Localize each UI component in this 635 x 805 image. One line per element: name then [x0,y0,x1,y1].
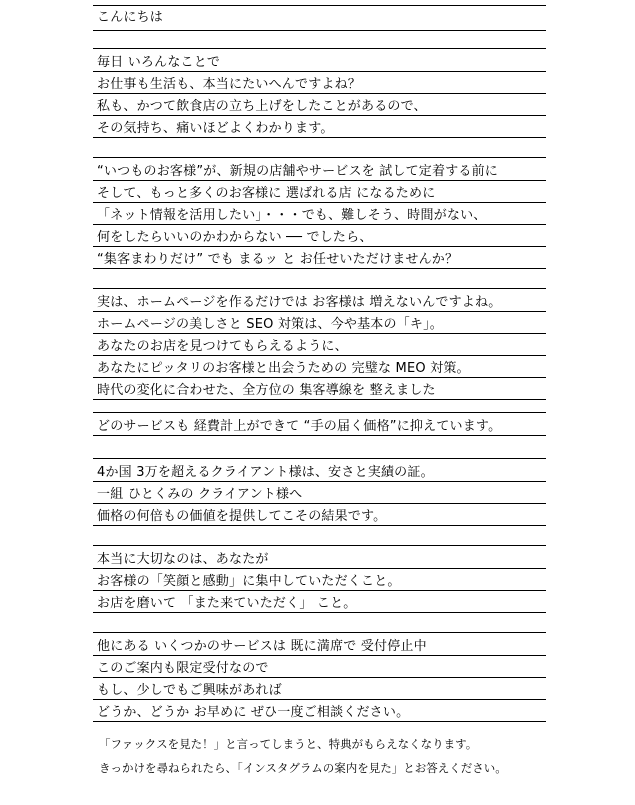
paragraph-2-line-1: “いつものお客様”が、新規の店舗やサービスを 試して定着する前に [97,164,499,179]
paragraph-1-line-1: 毎日 いろんなことで [97,55,221,70]
paragraph-2-line-2: そして、もっと多くのお客様に 選ばれる店 になるために [97,186,436,201]
paragraph-1-line-2: お仕事も生活も、本当にたいへんですよね？ [97,77,362,92]
paragraph-7-line-4: どうか、どうか お早めに ぜひ一度ご相談ください。 [97,705,410,720]
ruled-line [93,545,546,546]
paragraph-2-line-4: 何をしたらいいのかわからない ── でしたら、 [97,230,373,245]
paragraph-3-line-5: 時代の変化に合わせた、全方位の 集客導線を 整えました [97,383,436,398]
paragraph-2-line-5: “集客まわりだけ” でも まるッ と お任せいただけませんか？ [97,252,459,267]
footer-note-1: 「ファックスを見た！」と言ってしまうと、特典がもらえなくなります。 [99,737,478,751]
paragraph-3-line-3: あなたのお店を見つけてもらえるように、 [97,339,348,354]
greeting: こんにちは [97,10,164,25]
ruled-line [93,157,546,158]
paragraph-7-line-1: 他にある いくつかのサービスは 既に満席で 受付停止中 [97,639,427,654]
ruled-line [93,412,546,413]
paragraph-5-line-2: 一組 ひとくみの クライアント様へ [97,487,303,502]
paragraph-3-line-2: ホームページの美しさと SEO 対策は、今や基本の「キ」。 [97,317,444,332]
paragraph-6-line-3: お店を磨いて 「また来ていただく」 こと。 [97,596,357,611]
paragraph-5-line-3: 価格の何倍もの価値を提供してこその結果です。 [97,509,387,524]
paragraph-3-line-1: 実は、ホームページを作るだけでは お客様は 増えないんですよね。 [97,295,502,310]
ruled-line [93,48,546,49]
paragraph-7-line-3: もし、少しでもご興味があれば [97,683,282,698]
ruled-line [93,288,546,289]
paragraph-7-line-2: このご案内も限定受付なので [97,661,269,676]
ruled-line [93,632,546,633]
paragraph-2-line-3: 「ネット情報を活用したい」・・・でも、難しそう、時間がない、 [97,208,487,223]
paragraph-1-line-4: その気持ち、痛いほどよくわかります。 [97,121,334,136]
paragraph-5-line-1: 4か国 3万を超えるクライアント様は、安さと実績の証。 [97,465,434,480]
paragraph-4-line-1: どのサービスも 経費計上ができて “手の届く価格”に抑えています。 [97,419,502,434]
ruled-line [93,30,546,31]
ruled-line [93,458,546,459]
paragraph-3-line-4: あなたにピッタリのお客様と出会うための 完璧な MEO 対策。 [97,361,470,376]
paragraph-1-line-3: 私も、かつて飲食店の立ち上げをしたことがあるので、 [97,99,427,114]
footer-note-2: きっかけを尋ねられたら、「インスタグラムの案内を見た」とお答えください。 [99,761,507,775]
ruled-line [93,5,546,6]
paragraph-6-line-2: お客様の「笑顔と感動」に集中していただくこと。 [97,574,401,589]
paragraph-6-line-1: 本当に大切なのは、あなたが [97,552,269,567]
